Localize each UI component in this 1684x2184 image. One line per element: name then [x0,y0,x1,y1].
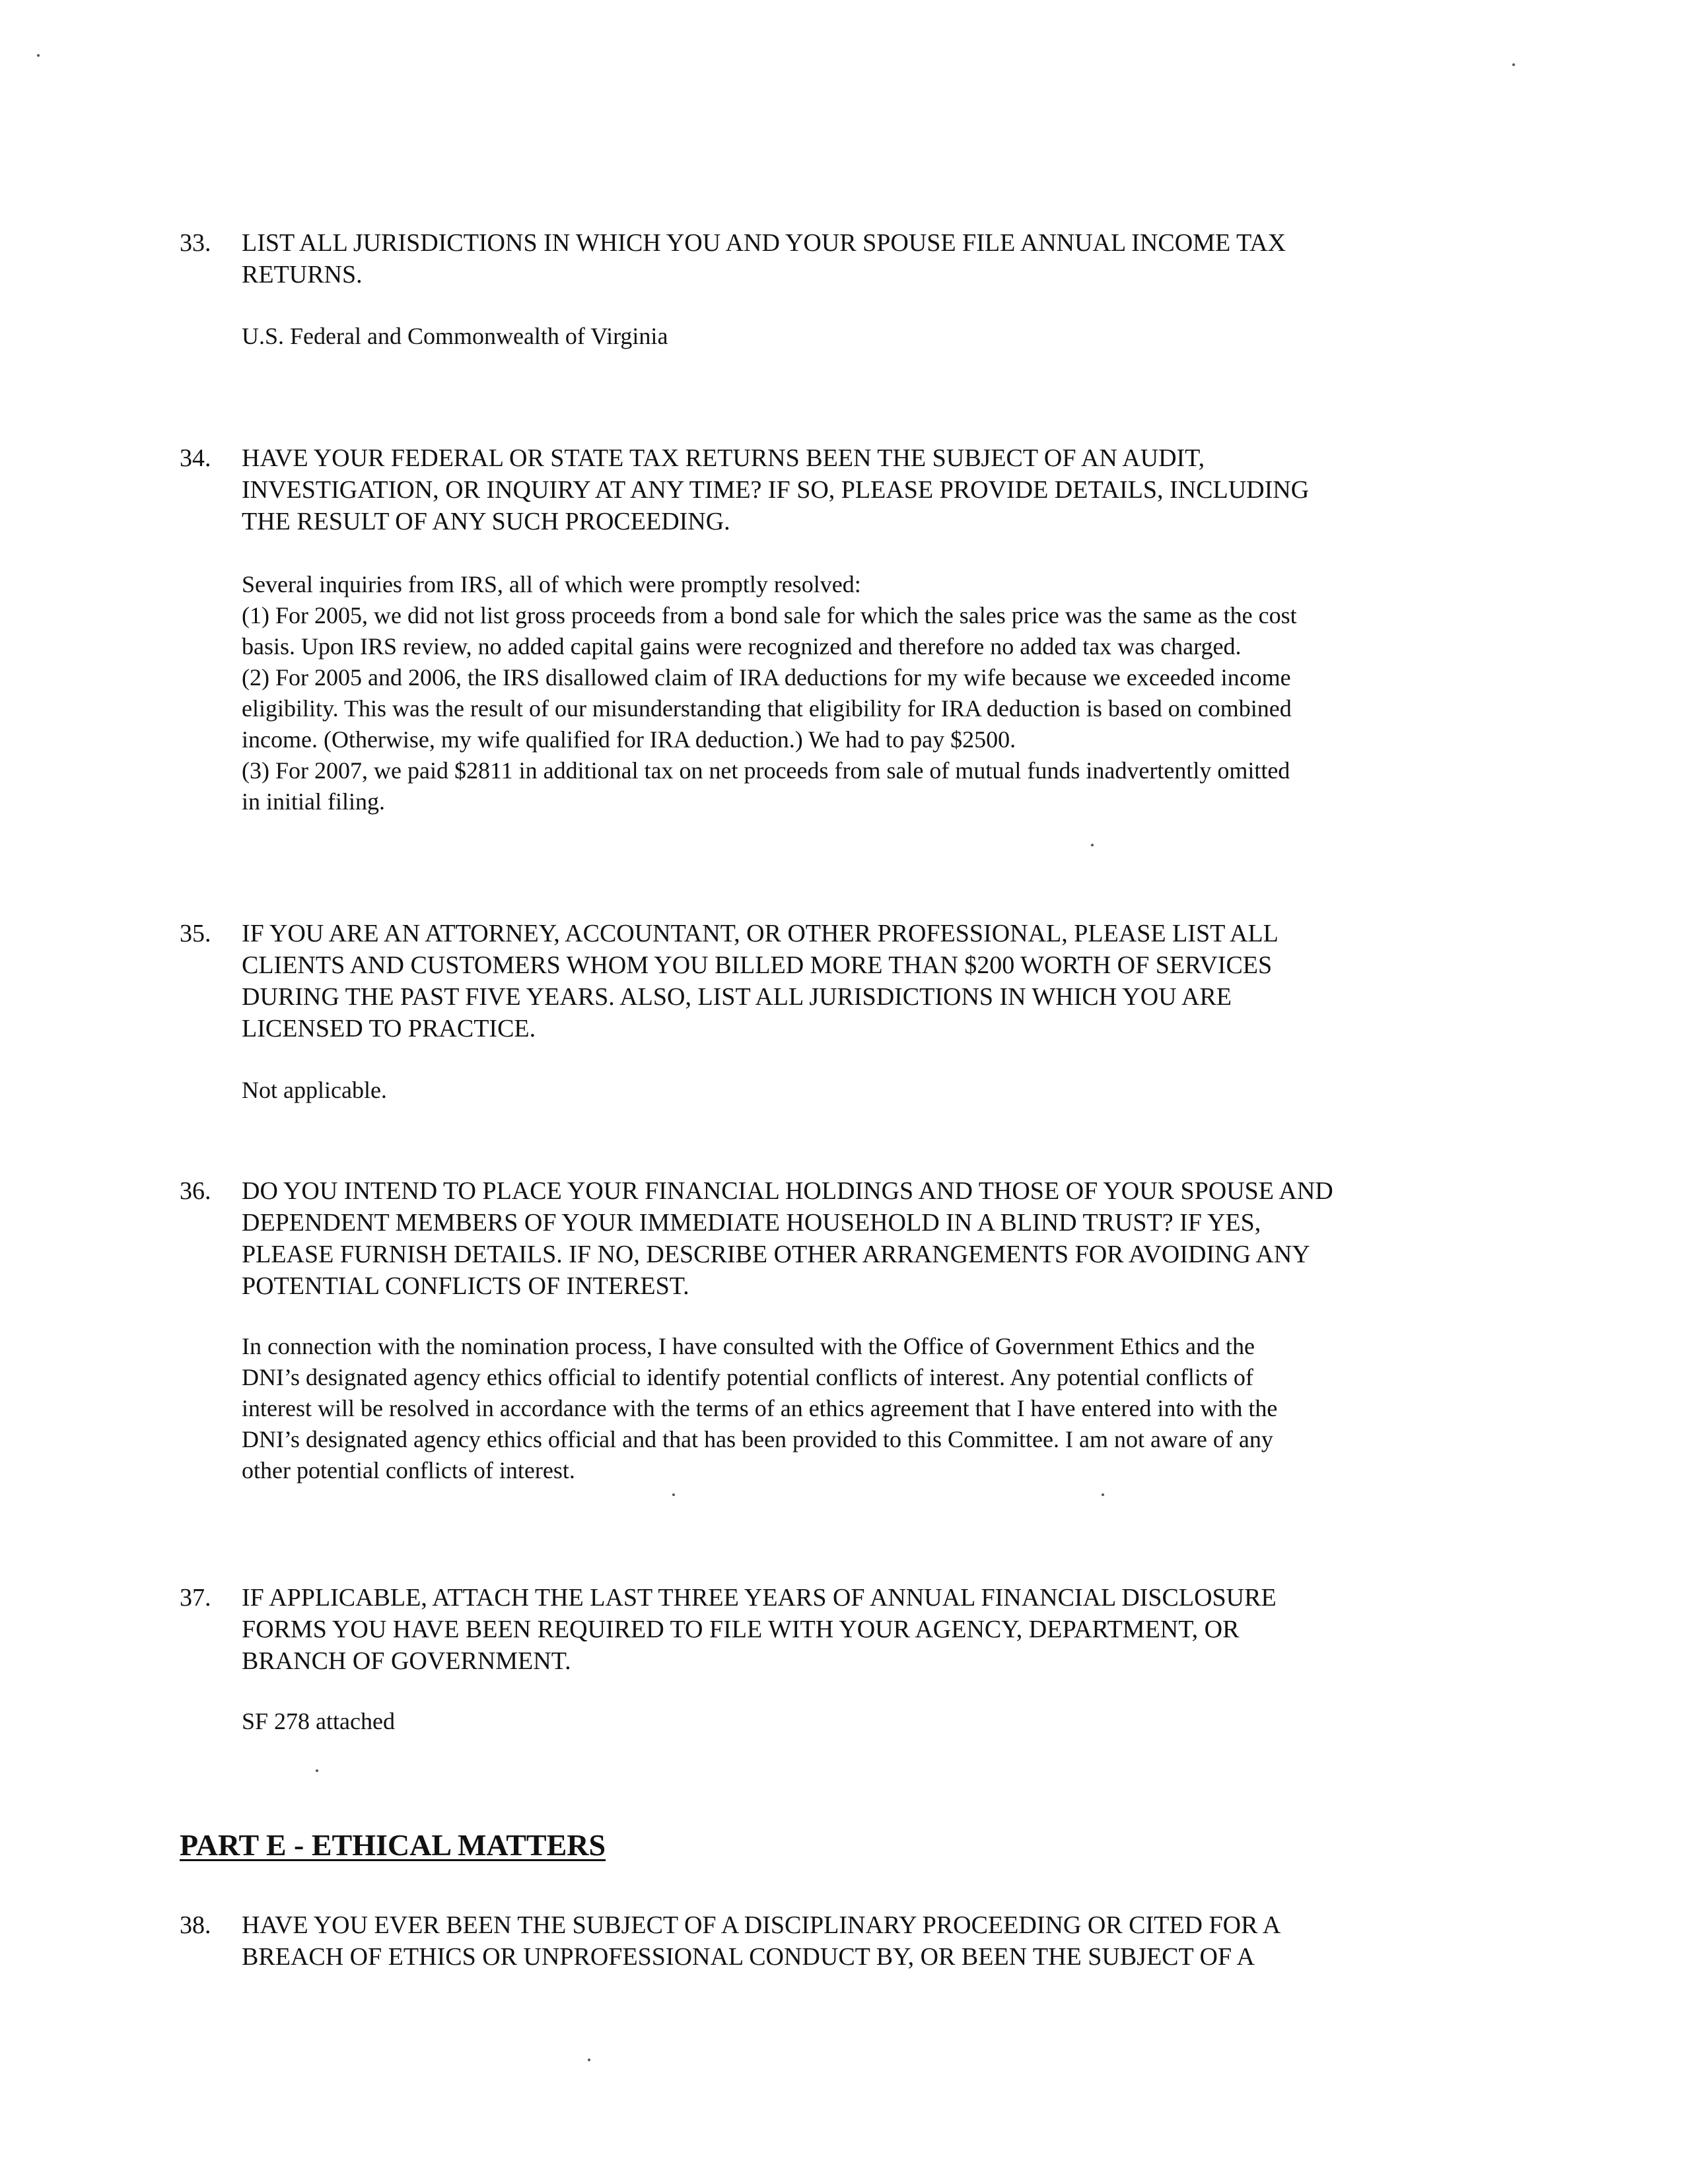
answer-33 [242,321,1496,352]
question-line: LIST ALL JURISDICTIONS IN WHICH YOU AND YOUR SPOUSE FILE ANNUAL INCOME TAX [242,229,1286,257]
question-line: CLIENTS AND CUSTOMERS WHOM YOU BILLED MORE THAN $200 WORTH OF SERVICES [242,951,1273,979]
question-line: POTENTIAL CONFLICTS OF INTEREST. [242,1272,689,1300]
question-line: INVESTIGATION, OR INQUIRY AT ANY TIME? IF SO, PLEASE PROVIDE DETAILS, INCLUDING [242,476,1310,504]
answer-line: (3) For 2007, we paid $2811 in additional tax on net proceeds from sale of mutual funds inadvertently omitted [242,757,1290,784]
question-line: BREACH OF ETHICS OR UNPROFESSIONAL CONDUCT BY, OR BEEN THE SUBJECT OF A [242,1943,1255,1971]
question-line: THE RESULT OF ANY SUCH PROCEEDING. [242,508,730,535]
question-number: 33. [180,229,211,257]
question-line: FORMS YOU HAVE BEEN REQUIRED TO FILE WITH YOUR AGENCY, DEPARTMENT, OR [242,1616,1240,1643]
question-text [242,918,1562,1044]
scan-speck [672,1493,675,1496]
answer-line: Several inquiries from IRS, all of which were promptly resolved: [242,571,861,597]
question-line: DEPENDENT MEMBERS OF YOUR IMMEDIATE HOUSEHOLD IN A BLIND TRUST? IF YES, [242,1209,1261,1237]
answer-37 [242,1706,1496,1737]
question-number: 38. [180,1911,211,1939]
question-line: DURING THE PAST FIVE YEARS. ALSO, LIST ALL JURISDICTIONS IN WHICH YOU ARE [242,983,1232,1011]
question-text [242,227,1562,290]
answer-34 [242,569,1496,817]
answer-line: in initial filing. [242,788,385,815]
answer-line: (1) For 2005, we did not list gross proceeds from a bond sale for which the sales price was the same as the cost [242,602,1297,629]
answer-line: other potential conflicts of interest. [242,1457,575,1484]
question-number: 34. [180,444,211,472]
answer-line: eligibility. This was the result of our misunderstanding that eligibility for IRA deduction is based on combined [242,695,1292,722]
answer-35 [242,1075,1496,1106]
scan-speck [316,1769,318,1772]
answer-line: Not applicable. [242,1077,387,1103]
answer-line: U.S. Federal and Commonwealth of Virginia [242,323,668,349]
question-line: RETURNS. [242,261,363,289]
answer-line: (2) For 2005 and 2006, the IRS disallowed claim of IRA deductions for my wife because we exceeded income [242,664,1291,691]
answer-line: In connection with the nomination process, I have consulted with the Office of Government Ethics and the [242,1333,1255,1359]
answer-line: income. (Otherwise, my wife qualified for IRA deduction.) We had to pay $2500. [242,726,1016,753]
scan-speck [1512,63,1515,66]
question-line: IF YOU ARE AN ATTORNEY, ACCOUNTANT, OR OTHER PROFESSIONAL, PLEASE LIST ALL [242,920,1279,947]
answer-36 [242,1331,1496,1486]
answer-line: DNI’s designated agency ethics official to identify potential conflicts of interest. Any potential conflicts of [242,1364,1253,1390]
question-number: 37. [180,1584,211,1612]
question-text [242,1909,1562,1973]
question-line: IF APPLICABLE, ATTACH THE LAST THREE YEARS OF ANNUAL FINANCIAL DISCLOSURE [242,1584,1277,1612]
answer-line: DNI’s designated agency ethics official and that has been provided to this Committee. I am not aware of any [242,1426,1273,1452]
section-heading: PART E - ETHICAL MATTERS [180,1828,606,1862]
answer-line: interest will be resolved in accordance with the terms of an ethics agreement that I have entered into with the [242,1395,1278,1421]
scan-speck [1102,1493,1104,1496]
scan-speck [37,54,40,57]
question-line: BRANCH OF GOVERNMENT. [242,1647,571,1675]
question-line: HAVE YOU EVER BEEN THE SUBJECT OF A DISCIPLINARY PROCEEDING OR CITED FOR A [242,1911,1281,1939]
scan-speck [588,2059,590,2061]
question-line: DO YOU INTEND TO PLACE YOUR FINANCIAL HOLDINGS AND THOSE OF YOUR SPOUSE AND [242,1177,1333,1205]
question-text [242,1175,1562,1302]
question-line: HAVE YOUR FEDERAL OR STATE TAX RETURNS BEEN THE SUBJECT OF AN AUDIT, [242,444,1205,472]
answer-line: basis. Upon IRS review, no added capital gains were recognized and therefore no added tax was charged. [242,633,1242,660]
scan-speck [1091,844,1094,846]
question-line: LICENSED TO PRACTICE. [242,1015,536,1042]
question-text [242,1582,1562,1677]
question-number: 35. [180,920,211,947]
question-number: 36. [180,1177,211,1205]
question-text [242,442,1562,537]
question-line: PLEASE FURNISH DETAILS. IF NO, DESCRIBE OTHER ARRANGEMENTS FOR AVOIDING ANY [242,1241,1310,1268]
answer-line: SF 278 attached [242,1708,395,1734]
